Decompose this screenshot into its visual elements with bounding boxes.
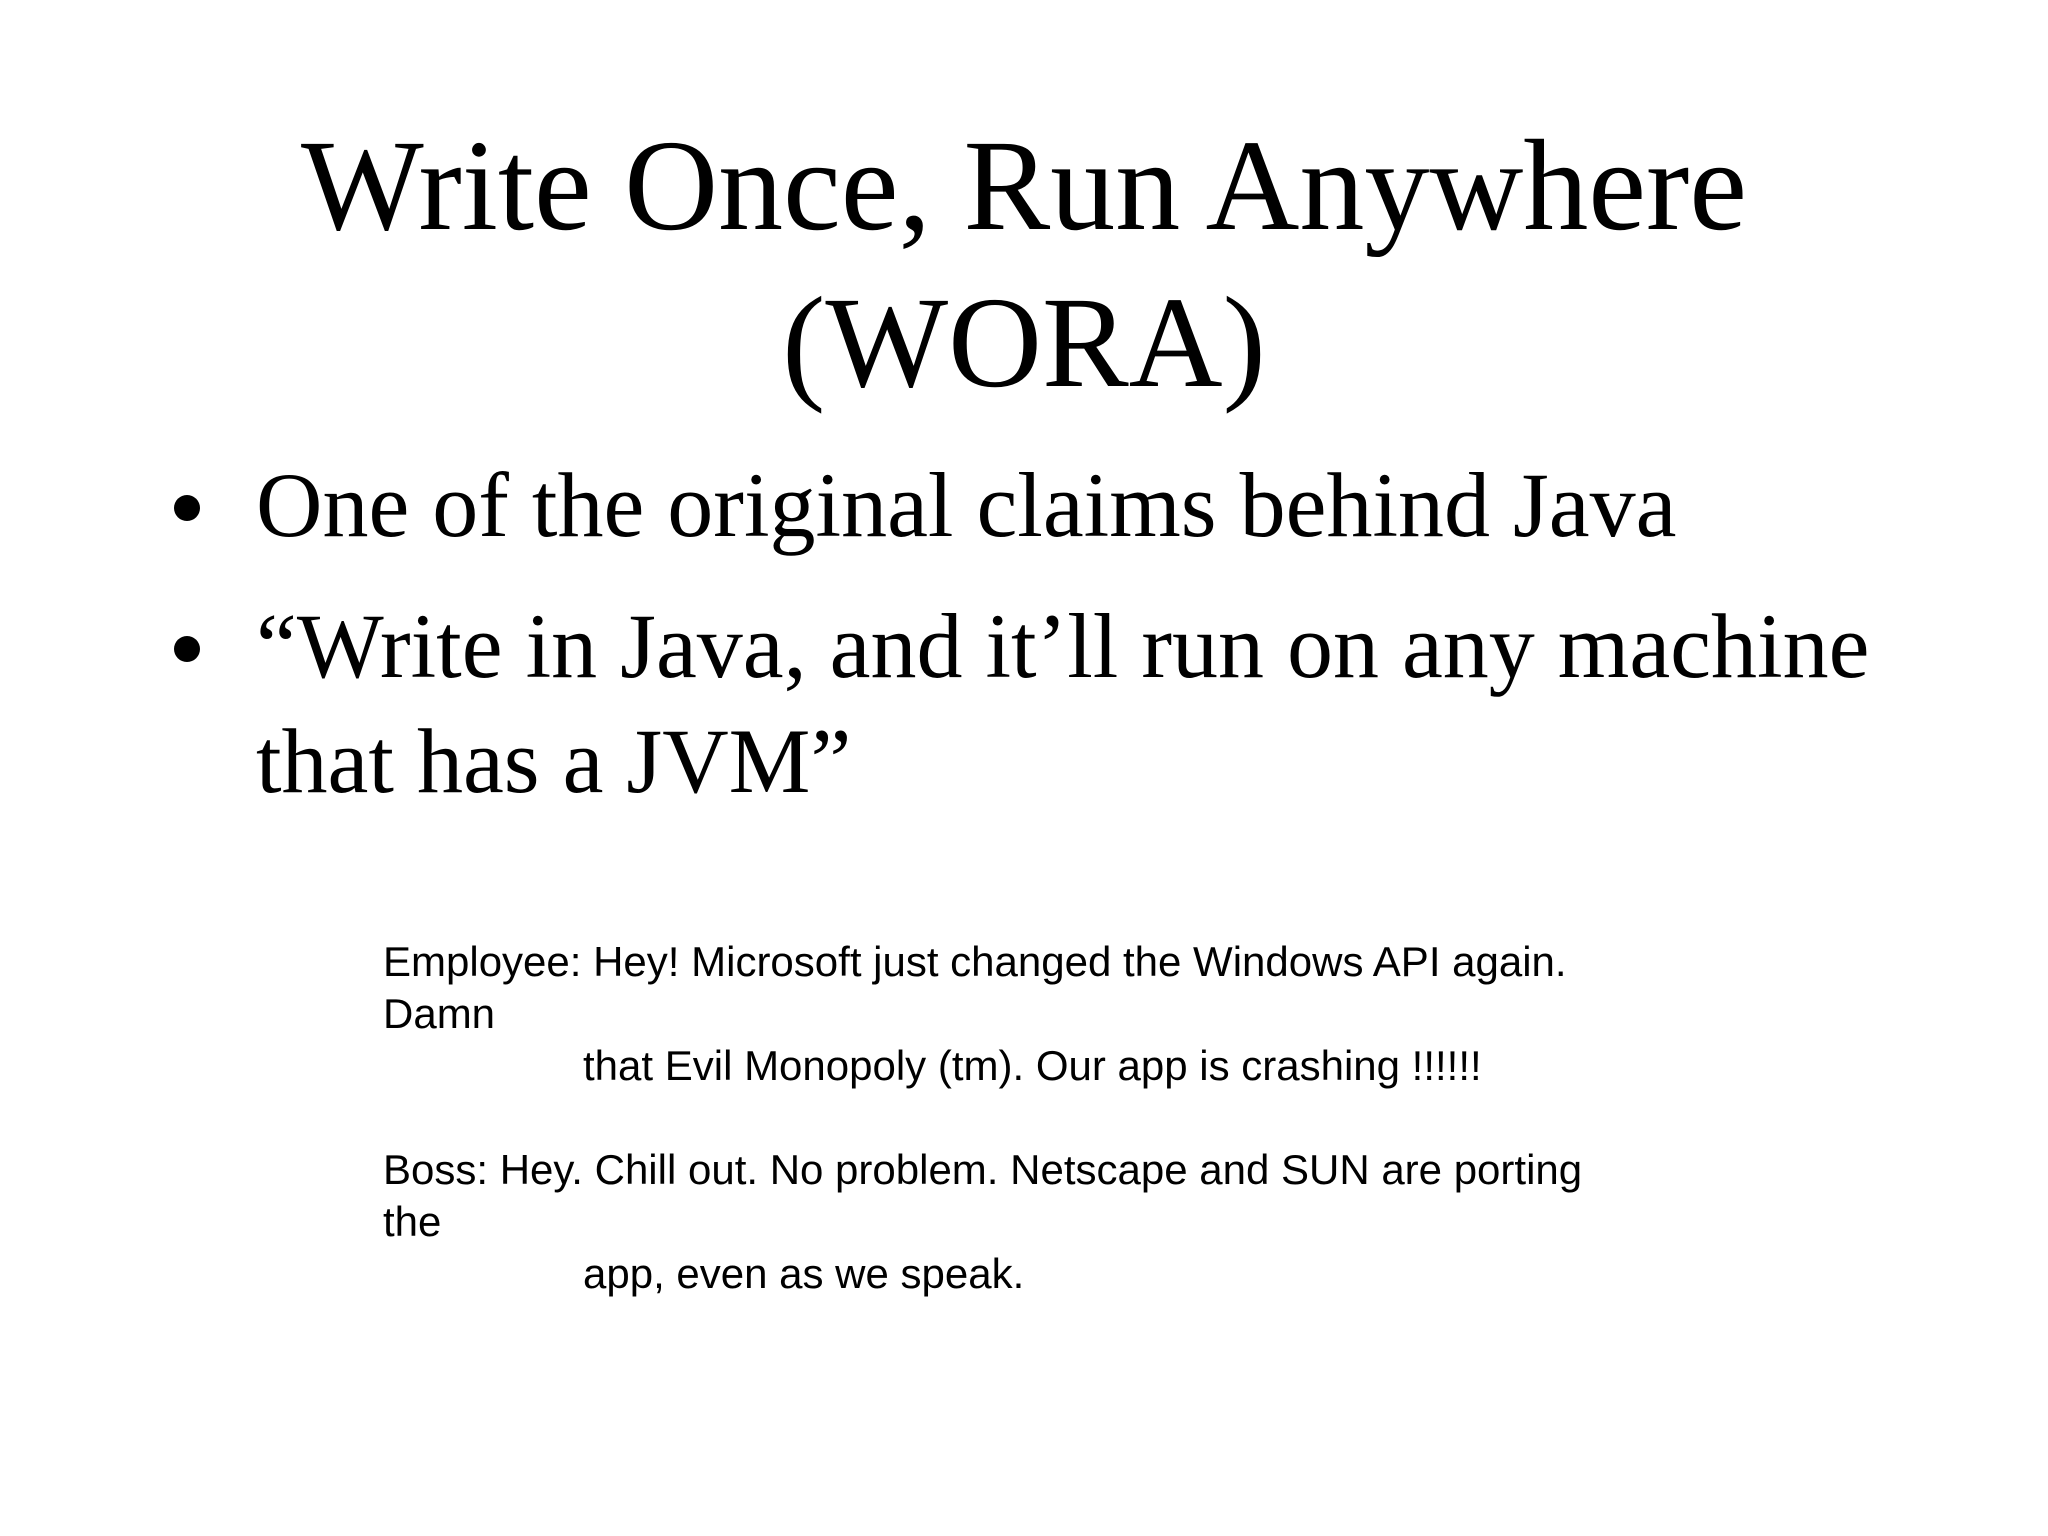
slide-title: [0, 108, 2048, 423]
dialogue-line-spacer: [383, 1092, 2028, 1144]
title-line-1: Write Once, Run Anywhere: [301, 114, 1747, 258]
bullet-marker: [174, 636, 200, 662]
dialogue-line: the: [383, 1198, 442, 1245]
dialogue-block: [383, 936, 2028, 1300]
dialogue-line: app, even as we speak.: [583, 1250, 1025, 1297]
bullet-item: [174, 448, 2008, 563]
bullet-list: [174, 448, 2008, 845]
dialogue-line: Boss: Hey. Chill out. No problem. Netscape and SUN are porting: [383, 1146, 1583, 1193]
dialogue-line: Damn: [383, 990, 496, 1037]
bullet-marker: [174, 495, 200, 521]
dialogue-line: Employee: Hey! Microsoft just changed the Windows API again.: [383, 938, 1567, 985]
title-line-2: (WORA): [782, 271, 1266, 416]
bullet-text-line: One of the original claims behind Java: [256, 454, 1677, 556]
bullet-text-line: that has a JVM”: [256, 710, 852, 812]
bullet-text-line: “Write in Java, and it’ll run on any machine: [256, 595, 1870, 697]
dialogue-line: that Evil Monopoly (tm). Our app is crashing !!!!!!: [583, 1042, 1482, 1089]
bullet-item: [174, 589, 2008, 819]
